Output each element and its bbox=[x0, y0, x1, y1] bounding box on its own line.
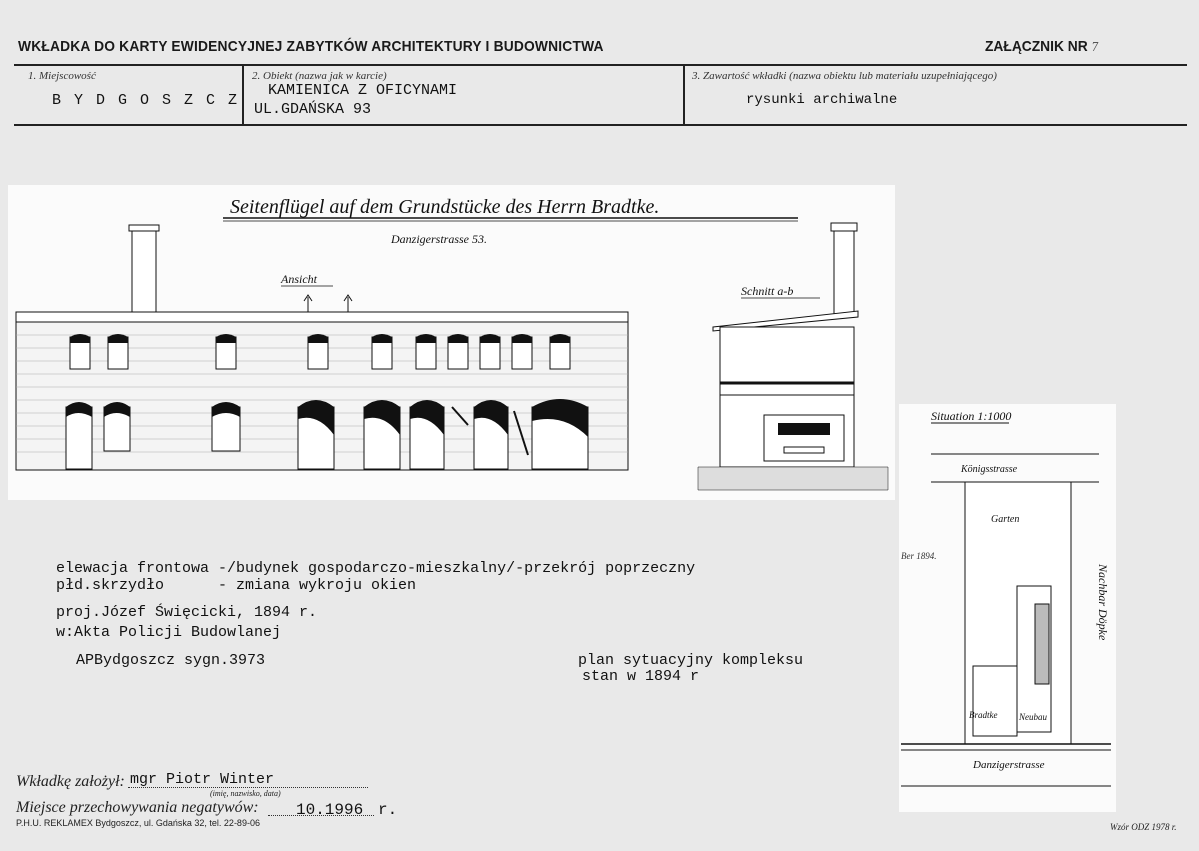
street-bottom: Danzigerstrasse bbox=[973, 759, 1045, 771]
site-plan-drawing bbox=[899, 404, 1116, 812]
divider bbox=[14, 124, 1187, 126]
desc-line2: płd.skrzydło - zmiana wykroju okien bbox=[56, 577, 417, 594]
plan-title: Situation 1:1000 bbox=[931, 409, 1012, 423]
desc-line3: proj.Józef Święcicki, 1894 r. bbox=[56, 604, 318, 621]
owner-label: Bradtke bbox=[969, 710, 998, 720]
printer-info: P.H.U. REKLAMEX Bydgoszcz, ul. Gdańska 32, tel. 22-89-06 bbox=[16, 818, 260, 828]
created-value: mgr Piotr Winter bbox=[130, 771, 275, 788]
object-line1: KAMIENICA Z OFICYNAMI bbox=[268, 82, 458, 99]
drawing-title: Seitenflügel auf dem Grundstücke des Herrn Bradtke. bbox=[230, 196, 660, 218]
content-label: 3. Zawartość wkładki (nazwa obiektu lub materiału uzupełniającego) bbox=[692, 70, 997, 82]
object-label: 2. Obiekt (nazwa jak w karcie) bbox=[252, 70, 387, 82]
object-line2: UL.GDAŃSKA 93 bbox=[254, 101, 372, 118]
created-hint: (imię, nazwisko, data) bbox=[210, 789, 281, 798]
view-label: Ansicht bbox=[281, 272, 317, 286]
place-value: B Y D G O S Z C Z bbox=[52, 92, 240, 109]
annex-label: ZAŁĄCZNIK NR 7 bbox=[985, 38, 1099, 55]
form-code: Wzór ODZ 1978 r. bbox=[1110, 822, 1177, 832]
divider bbox=[242, 64, 244, 126]
margin-note: Ber 1894. bbox=[901, 551, 937, 561]
created-label: Wkładkę założył: bbox=[16, 773, 125, 790]
storage-suffix: r. bbox=[378, 801, 398, 819]
divider bbox=[683, 64, 685, 126]
content-value: rysunki archiwalne bbox=[746, 92, 898, 108]
neighbor-label: Nachbar Döpke bbox=[1096, 564, 1110, 641]
new-building-label: Neubau bbox=[1019, 712, 1047, 722]
plan-caption2: stan w 1894 r bbox=[582, 668, 700, 685]
divider bbox=[14, 64, 1187, 66]
section-label: Schnitt a-b bbox=[741, 284, 794, 298]
desc-line5: APBydgoszcz sygn.3973 bbox=[76, 652, 266, 669]
desc-line1: elewacja frontowa -/budynek gospodarczo-mieszkalny/-przekrój poprzeczny bbox=[56, 560, 696, 577]
place-label: 1. Miejscowość bbox=[28, 70, 96, 82]
storage-value: 10.1996 bbox=[296, 801, 364, 819]
elevation-drawing bbox=[8, 185, 895, 500]
form-title: WKŁADKA DO KARTY EWIDENCYJNEJ ZABYTKÓW ARCHITEKTURY I BUDOWNICTWA bbox=[18, 38, 604, 55]
desc-line4: w:Akta Policji Budowlanej bbox=[56, 624, 282, 641]
storage-label: Miejsce przechowywania negatywów: bbox=[16, 799, 259, 816]
garden-label: Garten bbox=[991, 514, 1020, 525]
signature-line bbox=[128, 787, 368, 788]
plan-caption1: plan sytuacyjny kompleksu bbox=[578, 652, 804, 669]
street-top: Königsstrasse bbox=[961, 464, 1018, 475]
street-caption: Danzigerstrasse 53. bbox=[391, 232, 488, 246]
annex-number: 7 bbox=[1091, 40, 1099, 54]
